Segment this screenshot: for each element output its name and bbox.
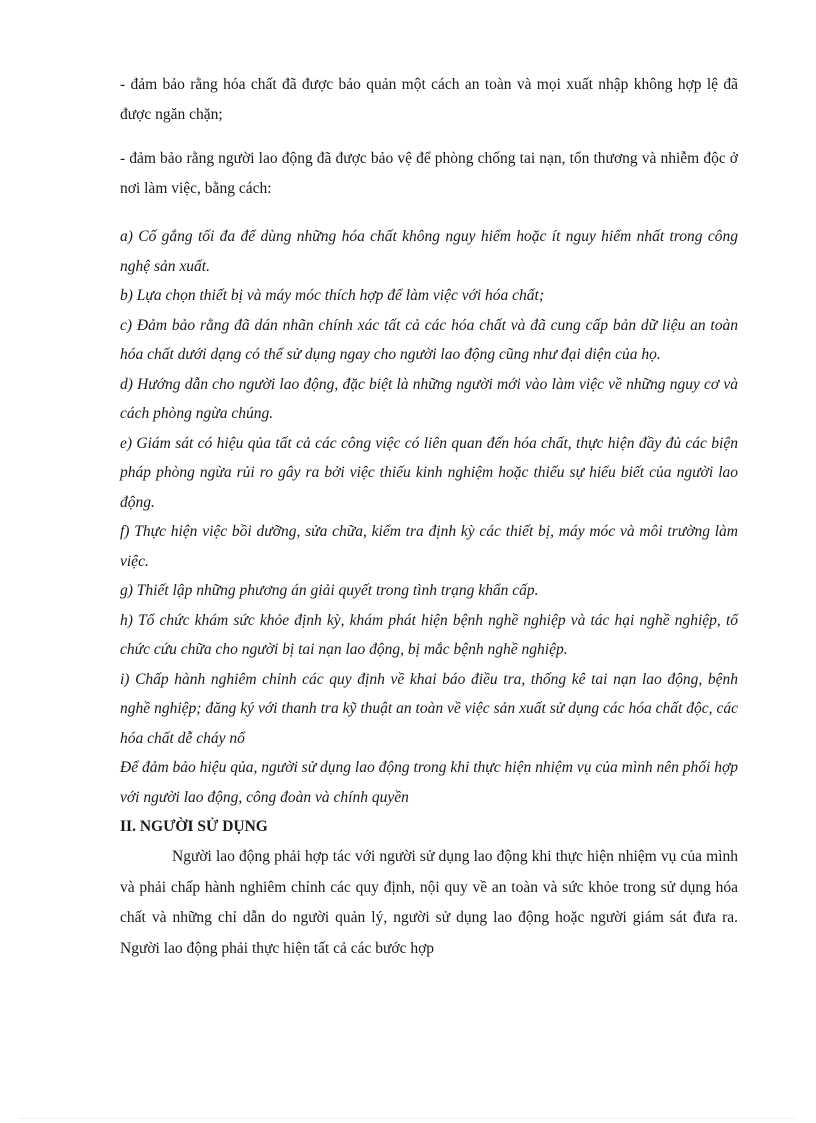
section-heading: II. NGƯỜI SỬ DỤNG [120,818,268,835]
list-item-e: e) Giám sát có hiệu qủa tất cả các công việc có liên quan đến hóa chất, thực hiện đầy đủ các biện pháp phòng ngừa rủi ro gây ra bởi việc thiếu kinh nghiệm hoặc thiếu sự hiểu biết của người lao động. [120,434,738,511]
list-item-h: h) Tổ chức khám sức khỏe định kỳ, khám phát hiện bệnh nghề nghiệp và tác hại nghề nghiệp, tổ chức cứu chữa cho người bị tai nạn lao động, bị mắc bệnh nghề nghiệp. [120,611,738,658]
list-item-c: c) Đảm bảo rằng đã dán nhãn chính xác tất cả các hóa chất và đã cung cấp bản dữ liệu an toàn hóa chất dưới dạng có thể sử dụng ngay cho người lao động cũng như đại diện của họ. [120,316,738,363]
list-item-f: f) Thực hiện việc bồi dưỡng, sửa chữa, kiểm tra định kỳ các thiết bị, máy móc và môi trường làm việc. [120,523,738,570]
document-page [120,70,738,964]
list-item-d: d) Hướng dẫn cho người lao động, đặc biệt là những người mới vào làm việc về những nguy cơ và cách phòng ngừa chúng. [120,375,738,422]
closing-paragraph: Để đảm bảo hiệu qủa, người sử dụng lao động trong khi thực hiện nhiệm vụ của mình nên phối hợp với người lao động, công đoàn và chính quyền [120,759,738,806]
paragraph-worker-protection: - đảm bảo rằng người lao động đã được bảo vệ để phòng chống tai nạn, tổn thương và nhiễm độc ở nơi làm việc, bằng cách: [120,150,738,197]
list-item-g: g) Thiết lập những phương án giải quyết trong tình trạng khẩn cấp. [120,582,539,599]
paragraph-chemical-storage: - đảm bảo rằng hóa chất đã được bảo quản một cách an toàn và mọi xuất nhập không hợp lệ đã được ngăn chặn; [120,76,738,123]
list-item-a: a) Cố gắng tối đa để dùng những hóa chất không nguy hiểm hoặc ít nguy hiểm nhất trong công nghệ sản xuất. [120,228,738,275]
list-item-b: b) Lựa chọn thiết bị và máy móc thích hợp để làm việc với hóa chất; [120,287,545,304]
section-body: Người lao động phải hợp tác với người sử dụng lao động khi thực hiện nhiệm vụ của mình và phải chấp hành nghiêm chỉnh các quy định, nội quy về an toàn và sức khỏe trong sử dụng hóa chất và những chỉ dẫn do người quản lý, người sử dụng lao động hoặc người giám sát đưa ra. Người lao động phải thực hiện tất cả các bước hợp [120,848,738,957]
list-item-i: i) Chấp hành nghiêm chỉnh các quy định về khai báo điều tra, thống kê tai nạn lao động, bệnh nghề nghiệp; đăng ký với thanh tra kỹ thuật an toàn về việc sản xuất sử dụng các hóa chất độc, các hóa chất dễ cháy nổ [120,670,738,747]
page-bottom-divider [20,1118,796,1119]
